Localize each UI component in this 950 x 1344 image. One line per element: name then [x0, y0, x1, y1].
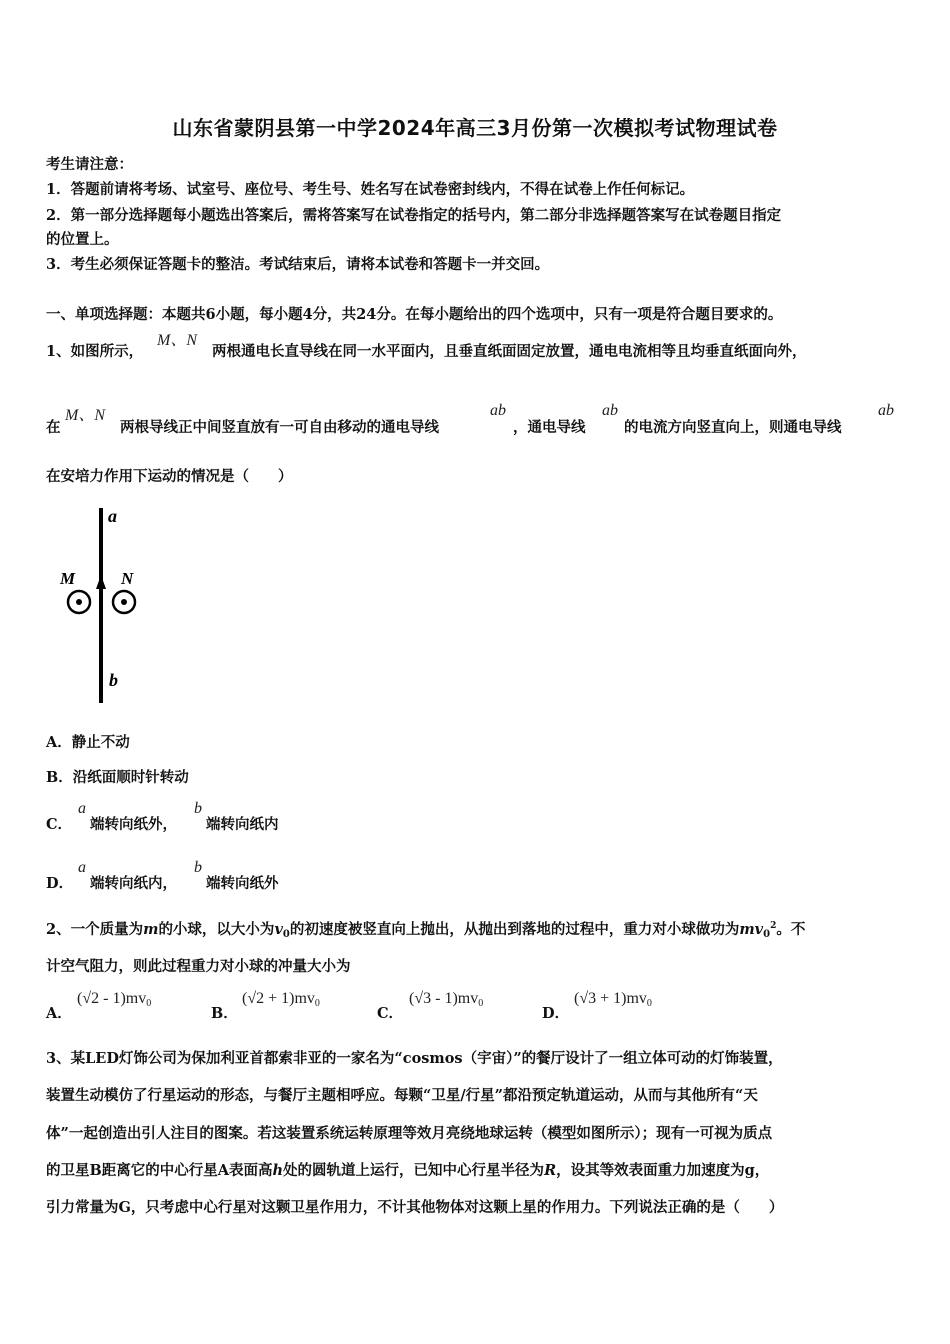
q2-option-d: $(√3 + 1)mv_0$: [574, 990, 652, 1009]
q1-mn: M、N: [157, 332, 198, 349]
q3-text: 装置生动模仿了行星运动的形态，与餐厅主题相呼应。每颗“卫星/行星”都沿预定轨道运动，从而与其他所有“天: [46, 1087, 758, 1104]
option-c-text: 端转向纸内: [206, 816, 279, 833]
q2-option-d-label: D．: [542, 1005, 570, 1022]
current-arrow-icon: [96, 575, 106, 589]
q3-text: 体”一起创造出引人注目的图案。若这装置系统运转原理等效月亮绕地球运转（模型如图所示）；现有一可视为质点: [46, 1125, 773, 1142]
label-n: N: [121, 569, 134, 588]
q2-option-c-label: C．: [377, 1005, 404, 1022]
q1-text: ，通电导线: [513, 419, 586, 436]
var-a: a: [78, 859, 86, 876]
q1-text: 在: [46, 419, 61, 436]
q1-text: 两根导线正中间竖直放有一可自由移动的通电导线: [120, 419, 439, 436]
q3-text: 的卫星B距离它的中心行星A表面高h处的圆轨道上运行，已知中心行星半径为R，设其等效表面重力加速度为g，: [46, 1162, 770, 1179]
option-c-text: 端转向纸外，: [90, 816, 177, 833]
q2-option-a: $(√2 - 1)mv_0$: [77, 990, 152, 1009]
q1-ab: ab: [602, 402, 618, 419]
q3-text: 引力常量为G，只考虑中心行星对这颗卫星作用力，不计其他物体对这颗上星的作用力。下列说法正确的是（ ）: [46, 1199, 784, 1216]
q2-option-b: $(√2 + 1)mv_0$: [242, 990, 320, 1009]
q2-option-c: $(√3 - 1)mv_0$: [409, 990, 484, 1009]
section-heading: 一、单项选择题：本题共6小题，每小题4分，共24分。在每小题给出的四个选项中，只有一项是符合题目要求的。: [46, 306, 783, 323]
q1-text: 1、如图所示，: [46, 343, 144, 360]
q1-text: 两根通电长直导线在同一水平面内，且垂直纸面固定放置，通电电流相等且均垂直纸面向外，: [212, 343, 807, 360]
var-a: a: [78, 800, 86, 817]
q1-mn: M、N: [65, 407, 106, 424]
notice-heading: 考生请注意：: [46, 156, 133, 173]
notice-item: 3．考生必须保证答题卡的整洁。考试结束后，请将本试卷和答题卡一并交回。: [46, 256, 550, 273]
q1-ab: ab: [490, 402, 506, 419]
q1-text: 在安培力作用下运动的情况是（ ）: [46, 468, 293, 485]
q2-option-b-label: B．: [211, 1005, 238, 1022]
wire-diagram: [55, 505, 165, 710]
notice-item: 1．答题前请将考场、试室号、座位号、考生号、姓名写在试卷密封线内，不得在试卷上作任何标记。: [46, 181, 695, 198]
var-b: b: [194, 859, 202, 876]
notice-item: 2．第一部分选择题每小题选出答案后，需将答案写在试卷指定的括号内，第二部分非选择题答案写在试卷题目指定: [46, 207, 782, 224]
var-b: b: [194, 800, 202, 817]
q2-text: 2、一个质量为m的小球，以大小为$v_0$的初速度被竖直向上抛出，从抛出到落地的过程中，重力对小球做功为$mv_0^2$。不: [46, 921, 806, 940]
option-d-text: 端转向纸外: [206, 875, 279, 892]
label-b: b: [109, 670, 118, 690]
option-a: A．静止不动: [46, 734, 130, 751]
q1-ab: ab: [878, 402, 894, 419]
q2-option-a-label: A．: [46, 1005, 72, 1022]
label-m: M: [60, 569, 76, 588]
option-d-label: D．: [46, 875, 74, 892]
q3-text: 3、某LED灯饰公司为保加利亚首都索非亚的一家名为“cosmos（宇宙）”的餐厅设计了一组立体可动的灯饰装置，: [46, 1050, 783, 1067]
q1-text: 的电流方向竖直向上，则通电导线: [624, 419, 842, 436]
q2-text: 计空气阻力，则此过程重力对小球的冲量大小为: [46, 958, 351, 975]
option-c-label: C．: [46, 816, 73, 833]
page-title: 山东省蒙阴县第一中学2024年高三3月份第一次模拟考试物理试卷: [172, 116, 778, 140]
notice-item: 的位置上。: [46, 231, 119, 248]
option-b: B．沿纸面顺时针转动: [46, 769, 189, 786]
label-a: a: [108, 506, 117, 526]
option-d-text: 端转向纸内，: [90, 875, 177, 892]
